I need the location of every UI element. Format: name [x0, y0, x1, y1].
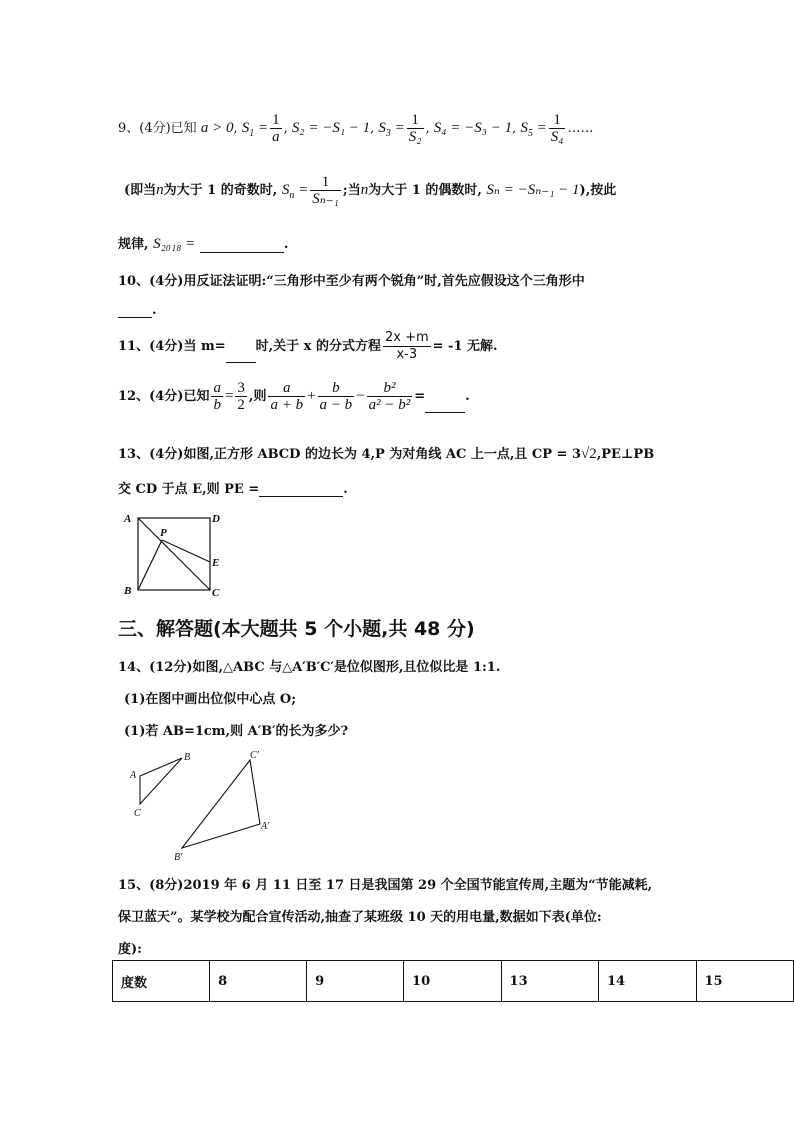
q10-line2: .	[118, 302, 157, 318]
q14-line1: 14、(12分)如图,△ABC 与△A′B′C′是位似图形,且位似比是 1:1.	[118, 660, 501, 675]
q12-term2: $\frac{b}{a - b}$	[319, 380, 353, 413]
label-a-prime: A′	[261, 821, 270, 832]
q15-line1: 15、(8分)2019 年 6 月 11 日至 17 日是我国第 29 个全国节能宣传周,主题为“节能减耗,	[118, 878, 653, 893]
label-a: A	[124, 513, 132, 525]
q15-line3: 度):	[118, 942, 142, 957]
q9-s5-fraction: $\frac{1}{\text{S₄}}$	[550, 112, 564, 145]
label-a: A	[130, 770, 137, 781]
label-e: E	[212, 557, 220, 569]
label-c: C	[134, 808, 141, 819]
q13-answer-blank[interactable]	[259, 481, 343, 497]
q15-data-table	[112, 960, 794, 1002]
diagonal-ac	[138, 518, 210, 590]
table-row	[113, 961, 794, 1002]
q12-term1: $\frac{a}{a + b}$	[270, 380, 304, 413]
q11-fraction: $\frac{2x +m}{x-3}$	[384, 330, 429, 362]
q10-answer-blank[interactable]	[118, 302, 152, 318]
q9-s2018: S₂₀₁₈ =	[153, 236, 196, 252]
table-cell: 度数	[113, 961, 210, 1002]
q11-line: 11、(4分)当 m= 时,关于 x 的分式方程 $\frac{2x +m}{x-3}$ = -1 无解.	[118, 330, 498, 362]
q13-sqrt: √2	[581, 446, 597, 462]
q9-label: 9、(4分)已知	[118, 121, 197, 136]
q9-line2: (即当n为大于 1 的奇数时, $S_n$ = $\frac{1}{\text{Sₙ₋₁}}$ ;当n为大于 1 的偶数时, Sₙ = −Sₙ₋₁ − 1),按此	[124, 174, 617, 207]
q12-line: 12、(4分)已知 $\frac{a}{b}$ = $\frac{3}{2}$ ,则 $\frac{a}{a + b}$ + $\frac{b}{a - b}$ − $\frac{\text{b²}}{\text{a² − b²}}$ = .	[118, 380, 470, 413]
label-d: D	[212, 513, 220, 525]
label-b-prime: B′	[174, 852, 183, 863]
q9-condition: a > 0	[200, 120, 234, 136]
q9-s4: S₄ = −S₃ − 1	[433, 120, 513, 136]
q9-s1-fraction: $\frac{1}{a}$	[272, 112, 280, 145]
q9-s2: S₂ = −S₁ − 1	[291, 120, 371, 136]
q13-line1: 13、(4分)如图,正方形 ABCD 的边长为 4,P 为对角线 AC 上一点,且 CP = 3√2,PE⊥PB	[118, 446, 655, 462]
q14-line2: (1)在图中画出位似中心点 O;	[124, 692, 296, 707]
triangle-a2b2c2	[182, 760, 260, 848]
q9-s1: $S_1$ =	[241, 120, 269, 139]
q9-s3-fraction: $\frac{1}{\text{S₂}}$	[408, 112, 422, 145]
q15-line2: 保卫蓝天”。某学校为配合宣传活动,抽查了某班级 10 天的用电量,数据如下表(单位:	[118, 910, 602, 925]
q12-ratio-value: $\frac{3}{2}$	[237, 380, 245, 413]
label-b: B	[184, 752, 191, 763]
q9-line1: 9、(4分)已知 a > 0, $S_1$ = $\frac{1}{a}$ , S₂ = −S₁ − 1, $S_3$ = $\frac{1}{\text{S₂}}$ , S₄ = −S₃ − 1, $S_5$ = $\frac{1}{\text{S₄}}$ ……	[118, 112, 594, 145]
q14-line3: (1)若 AB=1cm,则 A′B′的长为多少?	[124, 724, 349, 739]
label-c-prime: C′	[250, 750, 259, 761]
table-cell: 8	[210, 961, 307, 1002]
q13-square-figure	[118, 508, 230, 600]
segment-pe	[162, 540, 210, 562]
triangle-abc	[140, 758, 182, 804]
q12-answer-blank[interactable]	[425, 397, 465, 413]
table-cell: 14	[599, 961, 696, 1002]
q10-line1: 10、(4分)用反证法证明:“三角形中至少有两个锐角”时,首先应假设这个三角形中	[118, 274, 585, 289]
q9-sn-fraction: $\frac{1}{\text{Sₙ₋₁}}$	[312, 174, 339, 207]
q12-ratio: $\frac{a}{b}$	[213, 380, 221, 413]
table-cell: 9	[307, 961, 404, 1002]
q13-line2: 交 CD 于点 E,则 PE = .	[118, 482, 348, 497]
q9-ellipsis: ……	[567, 121, 594, 136]
label-b: B	[124, 585, 132, 597]
table-cell: 15	[696, 961, 794, 1002]
q12-term3: $\frac{\text{b²}}{\text{a² − b²}}$	[368, 380, 411, 413]
segment-pb	[138, 540, 162, 590]
q14-triangles-figure	[124, 746, 284, 866]
label-c: C	[212, 587, 220, 599]
q9-answer-blank[interactable]	[200, 237, 284, 253]
section-heading: 三、解答题(本大题共 5 个小题,共 48 分)	[118, 618, 475, 640]
table-cell: 10	[404, 961, 501, 1002]
q11-answer-blank[interactable]	[226, 347, 256, 363]
q9-sn-even: Sₙ = −Sₙ₋₁ − 1	[486, 182, 580, 198]
table-cell: 13	[501, 961, 598, 1002]
label-p: P	[160, 527, 167, 539]
q9-line3: 规律, S₂₀₁₈ = .	[118, 236, 289, 252]
